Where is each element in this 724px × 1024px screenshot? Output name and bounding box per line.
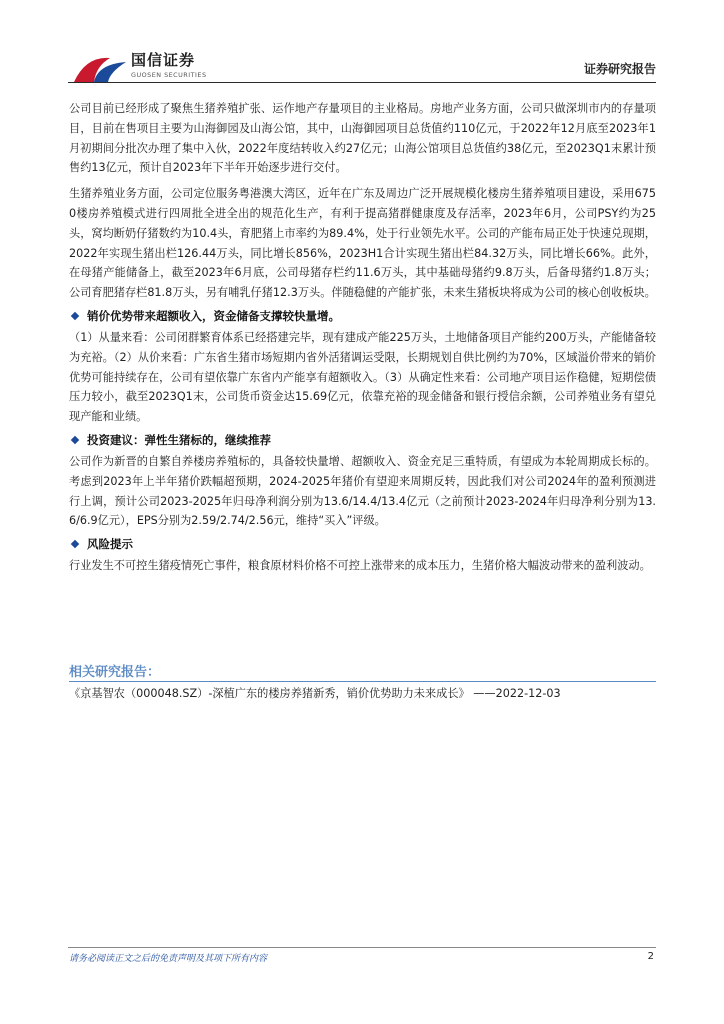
paragraph-business-structure: 公司目前已经形成了聚焦生猪养殖扩张、运作地产存量项目的主业格局。房地产业务方面，公司只做深圳市内的存量项目，目前在售项目主要为山海御园及山海公馆，其中，山海御园项目总货值约110亿元，于2022年12月底至2023年1月初期间分批次办理了集中入伙，2022年度结转收入约27亿元；山海公馆项目总货值约38亿元，至2023Q1末累计预售约13亿元，预计自2023年下半年开始逐步进行交付。 — [69, 102, 656, 175]
diamond-bullet-icon — [69, 538, 81, 550]
section-title: 风险提示 — [87, 537, 133, 552]
paragraph-hog-business: 生猪养殖业务方面，公司定位服务粤港澳大湾区，近年在广东及周边广泛开展规模化楼房生猪养殖项目建设，采用6750楼房养殖模式进行四周批全进全出的规范化生产，有利于提高猪群健康度及存活率，2023年6月，公司PSY约为25头，窝均断奶仔猪数约为10.4头，育肥猪上市率约为89.4%，处于行业领先水平。公司的产能布局正处于快速兑现期，2022年实现生猪出栏126.44万头，同比增长856%，2023H1合计实现生猪出栏84.32万头，同比增长66%。此外，在母猪产能储备上，截至2023年6月底，公司母猪存栏约11.6万头，其中基础母猪约9.8万头，后备母猪约1.8万头；公司育肥猪存栏81.8万头，另有哺乳仔猪12.3万头。伴随稳健的产能扩张，未来生猪板块将成为公司的核心创收板块。 — [69, 187, 656, 300]
section-heading-investment — [69, 432, 656, 448]
report-body — [69, 95, 656, 576]
guosen-logo-icon — [70, 52, 130, 86]
paragraph-investment-advice: 公司作为新晋的自繁自养楼房养殖标的，具备较快量增、超额收入、资金充足三重特质，有望成为本轮周期成长标的。考虑到2023年上半年猪价跌幅超预期，2024-2025年猪价有望迎来周期反转，因此我们对公司2024年的盈利预测进行上调，预计公司2023-2025年归母净利润分别为13.6/14.4/13.4亿元（之前预计2023-2024年归母净利分别为13.6/6.9亿元），EPS分别为2.59/2.74/2.56元，维持“买入”评级。 — [69, 454, 656, 528]
related-report-link[interactable]: 《京基智农（000048.SZ）-深植广东的楼房养猪新秀，销价优势助力未来成长》 ——2022-12-03 — [69, 687, 561, 700]
diamond-bullet-icon — [69, 310, 81, 322]
paragraph-risk: 行业发生不可控生猪疫情死亡事件，粮食原材料价格不可控上涨带来的成本压力，生猪价格大幅波动带来的盈利波动。 — [69, 559, 651, 573]
header-divider — [68, 82, 656, 83]
section-title: 销价优势带来超额收入，资金储备支撑较快量增。 — [87, 308, 340, 323]
diamond-bullet-icon — [69, 434, 81, 446]
related-reports-divider — [69, 681, 656, 682]
page-header — [0, 0, 724, 88]
report-type-label: 证券研究报告 — [583, 62, 656, 76]
page-number: 2 — [647, 951, 654, 962]
paragraph-volume-price: （1）从量来看：公司闭群繁育体系已经搭建完毕，现有建成产能225万头，土地储备项目产能约200万头，产能储备较为充裕。（2）从价来看：广东省生猪市场短期内省外活猪调运受限，长期规划自供比例约为70%，区域溢价带来的销价优势可能持续存在，公司有望依靠广东省内产能享有超额收入。（3）从确定性来看：公司地产项目运作稳健，短期偿债压力较小，截至2023Q1末，公司货币资金达15.69亿元，依靠充裕的现金储备和银行授信余额，公司养殖业务有望兑现产能和业绩。 — [69, 330, 656, 424]
footer-divider — [68, 947, 656, 948]
section-title: 投资建议：弹性生猪标的，继续推荐 — [87, 432, 271, 447]
section-heading-pricing — [69, 308, 656, 324]
logo-english-name: GUOSEN SECURITIES — [131, 71, 207, 79]
footer-disclaimer: 请务必阅读正文之后的免责声明及其项下所有内容 — [69, 954, 268, 964]
related-reports-title: 相关研究报告： — [69, 665, 161, 680]
logo-text — [131, 52, 207, 79]
section-heading-risk — [69, 536, 656, 552]
logo-chinese-name: 国信证券 — [131, 51, 196, 69]
